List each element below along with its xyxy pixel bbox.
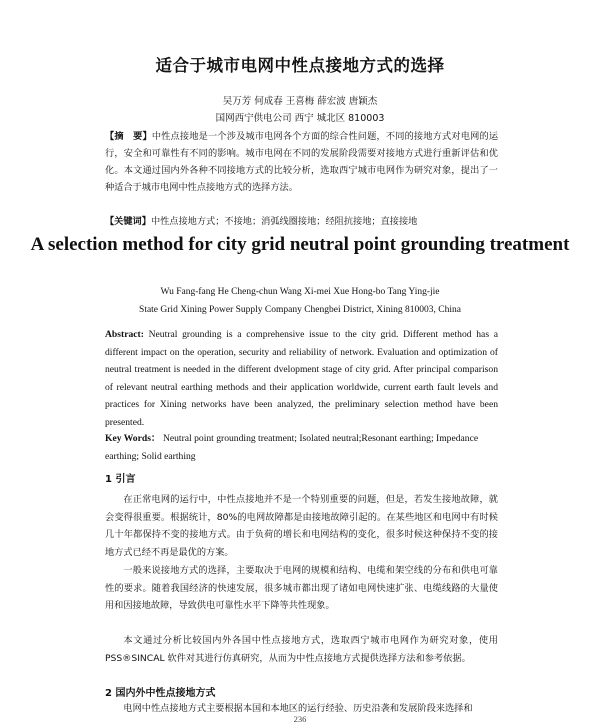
english-abstract-text: Neutral grounding is a comprehensive issue to the city grid. Different method has a different impact on the operation, security and reliability of network. Evaluation and optimization of neutral treatment is needed in the different dvelopment stage of city grid. After principal comparison of relevant neutral earthing methods and their application worldwide, current earth fault levels and practices for Xining networks have been analyzed, the preliminary selection method have been presented. xyxy=(105,329,498,428)
section-2-heading: 2 国内外中性点接地方式 xyxy=(105,688,216,699)
english-abstract xyxy=(105,326,498,431)
english-keywords xyxy=(105,430,498,465)
english-authors: Wu Fang-fang He Cheng-chun Wang Xi-mei Xue Hong-bo Tang Ying-jie xyxy=(160,287,440,297)
chinese-keywords xyxy=(105,213,498,230)
page-number: 236 xyxy=(293,714,307,724)
chinese-authors: 吴万芳 何成春 王喜梅 薛宏波 唐颖杰 xyxy=(222,96,378,107)
chinese-abstract-text: 中性点接地是一个涉及城市电网各个方面的综合性问题，不同的接地方式对电网的运行，安全和可靠性有不同的影响。城市电网在不同的发展阶段需要对接地方式进行重新评估和优化。本文通过国内外各种不同接地方式的比较分析，选取西宁城市电网作为研究对象，提出了一种适合于城市电网中性点接地方式的选择方法。 xyxy=(105,131,499,193)
chinese-keywords-text: 中性点接地方式；不接地；消弧线圈接地；经阻抗接地；直接接地 xyxy=(150,216,418,227)
section-1-paragraph-1: 在正常电网的运行中，中性点接地并不是一个特别重要的问题，但是，若发生接地故障，就会变得很重要。根据统计，80%的电网故障都是由接地故障引起的。在某些地区和电网中有时候几十年都保持不变的接地方式。由于负荷的增长和电网结构的变化，很多时候这种保持不变的接地方式已经不再是最优的方案。 xyxy=(105,494,498,558)
english-keywords-text: Neutral point grounding treatment; Isolated neutral;Resonant earthing; Impedance earthing; Solid earthing xyxy=(105,433,479,462)
chinese-keywords-label: 【关键词】 xyxy=(105,216,151,227)
section-1-heading: 1 引言 xyxy=(105,474,136,485)
section-1-paragraph-2: 一般来说接地方式的选择，主要取决于电网的规模和结构、电缆和架空线的分布和供电可靠性的要求。随着我国经济的快速发展，很多城市都出现了诸如电网快速扩张、电缆线路的大量使用和因接地故障，导致供电可靠性水平下降等共性现象。 xyxy=(105,565,498,611)
section-1-paragraph-3: 本文通过分析比较国内外各国中性点接地方式，选取西宁城市电网作为研究对象，使用PSS®SINCAL 软件对其进行仿真研究，从而为中性点接地方式提供选择方法和参考依据。 xyxy=(105,635,498,664)
english-title: A selection method for city grid neutral point grounding treatment xyxy=(30,234,570,255)
chinese-title: 适合于城市电网中性点接地方式的选择 xyxy=(155,56,445,75)
chinese-abstract xyxy=(105,128,498,196)
english-keywords-label: Key Words： xyxy=(105,433,161,444)
chinese-affiliation: 国网西宁供电公司 西宁 城北区 810003 xyxy=(215,113,385,124)
english-affiliation: State Grid Xining Power Supply Company Chengbei District, Xining 810003, China xyxy=(139,305,461,315)
section-2-paragraph-1: 电网中性点接地方式主要根据本国和本地区的运行经验、历史沿袭和发展阶段来选择和 xyxy=(123,703,473,714)
chinese-abstract-label: 【摘 要】 xyxy=(105,131,152,142)
english-abstract-label: Abstract: xyxy=(105,329,144,340)
